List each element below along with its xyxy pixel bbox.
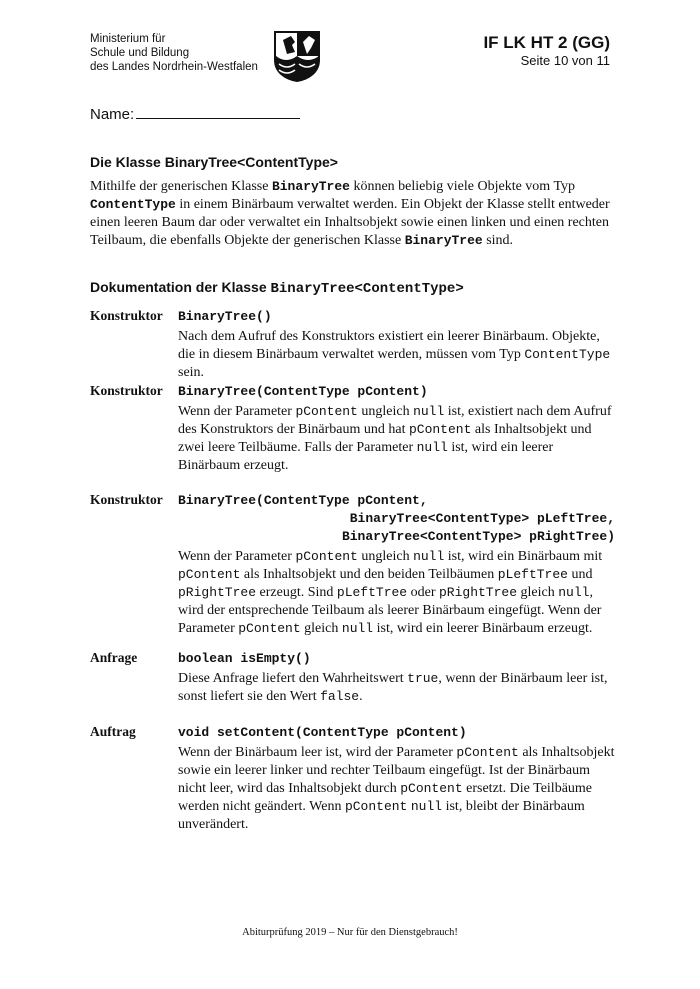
code: null — [558, 585, 590, 600]
entry-description — [178, 403, 615, 475]
doc-entry-constructor-content — [90, 383, 615, 475]
text: erzeugt. Sind — [256, 585, 337, 600]
entry-description — [178, 548, 615, 638]
exam-code: IF LK HT 2 (GG) — [483, 33, 610, 52]
text: ist, wird ein Binärbaum mit — [444, 549, 603, 564]
title-code: BinaryTree<ContentType> — [270, 281, 464, 297]
text: Wenn der Parameter — [178, 549, 296, 564]
ministry-line: des Landes Nordrhein-Westfalen — [90, 61, 258, 73]
signature-line: BinaryTree<ContentType> pLeftTree, — [349, 511, 615, 526]
entry-kind: Auftrag — [90, 724, 136, 739]
text: als Inhaltsobjekt und zwei leere Teilbäume. Falls der Parameter — [178, 422, 592, 455]
code: pContent — [238, 621, 301, 636]
code: null — [410, 799, 443, 814]
code: pContent — [178, 567, 241, 582]
intro-paragraph — [90, 178, 615, 250]
text: als Inhaltsobjekt und den beiden Teilbäumen — [240, 567, 498, 582]
code: pContent — [295, 549, 358, 564]
code: pRightTree — [178, 585, 257, 600]
code: BinaryTree — [404, 233, 483, 248]
text: Diese Anfrage liefert den Wahrheitswert — [178, 671, 408, 686]
text: können beliebig viele Objekte vom Typ — [349, 179, 576, 194]
entry-kind: Konstruktor — [90, 492, 163, 507]
entry-signature: BinaryTree() — [178, 309, 272, 324]
text: ungleich — [357, 549, 414, 564]
doc-entry-command-setcontent — [90, 724, 615, 834]
text: ist, existiert nach dem Aufruf des Konstruktors der Binärbaum und hat — [178, 404, 612, 437]
entry-signature: BinaryTree(ContentType pContent) — [178, 384, 428, 399]
text: oder — [407, 585, 439, 600]
code: false — [320, 689, 360, 704]
entry-description — [178, 328, 615, 382]
text: ist, wird ein leerer Binärbaum erzeugt. — [178, 440, 554, 473]
code: null — [413, 549, 445, 564]
ministry-line: Ministerium für — [90, 33, 166, 45]
code: pContent — [400, 781, 463, 796]
text: als Inhaltsobjekt sowie ein leerer linker und rechter Teilbaum eingefügt. Ist der Binärbaum nicht leer, wird das Inhaltsobjekt durch — [178, 745, 615, 796]
code: pLeftTree — [497, 567, 568, 582]
doc-entry-constructor-full — [90, 492, 615, 638]
text: , wenn der Binärbaum leer ist, sonst liefert sie den Wert — [178, 671, 608, 704]
name-label: Name: — [90, 106, 135, 123]
doc-entry-query-isempty — [90, 650, 615, 706]
code: null — [413, 404, 445, 419]
name-field — [90, 104, 300, 123]
text: in einem Binärbaum verwaltet werden. Ein Objekt der Klasse stellt entweder einen leeren Baum dar oder verwaltet ein Inhaltsobjekt sowie einen linken und einen rechten Teilbaum, die ebenfalls Objekte der generischen Klasse — [90, 197, 610, 248]
entry-signature: boolean isEmpty() — [178, 651, 311, 666]
title-prefix: Die Klasse — [90, 154, 165, 170]
entry-signature — [178, 492, 615, 546]
entry-description — [178, 670, 615, 706]
code: pContent — [456, 745, 519, 760]
signature-line: BinaryTree<ContentType> pRightTree) — [341, 529, 615, 544]
code: ContentType — [90, 197, 176, 212]
code: null — [341, 621, 374, 636]
text: ist, wird ein leerer Binärbaum erzeugt. — [373, 621, 593, 636]
code: pRightTree — [439, 585, 518, 600]
text: gleich — [300, 621, 342, 636]
doc-entry-constructor-empty — [90, 308, 615, 382]
code: pContent — [295, 404, 358, 419]
text: , wird der entsprechende Teilbaum als leerer Binärbaum eingefügt. Wenn der Parameter — [178, 585, 602, 636]
code: pContent — [408, 422, 472, 437]
text: . — [359, 689, 363, 704]
text: gleich — [517, 585, 559, 600]
code: true — [407, 671, 439, 686]
code: pContent — [344, 799, 408, 814]
ministry-name — [90, 32, 258, 74]
code: ContentType — [524, 347, 611, 362]
entry-kind: Konstruktor — [90, 308, 163, 323]
text: Wenn der Binärbaum leer ist, wird der Parameter — [178, 745, 457, 760]
entry-description — [178, 744, 615, 834]
code: null — [416, 440, 448, 455]
text: ersetzt. Die Teilbäume werden nicht geändert. Wenn — [178, 781, 593, 814]
text: Nach dem Aufruf des Konstruktors existiert ein leerer Binärbaum. Objekte, die in diesem Binärbaum verwaltet werden, müssen vom Typ — [178, 329, 600, 362]
text: ungleich — [357, 404, 414, 419]
text: Wenn der Parameter — [178, 404, 296, 419]
title-prefix: Dokumentation der Klasse — [90, 279, 271, 295]
ministry-line: Schule und Bildung — [90, 47, 190, 59]
text: Mithilfe der generischen Klasse — [90, 179, 272, 194]
section-title-class — [90, 154, 338, 170]
code: pLeftTree — [336, 585, 408, 600]
entry-signature: void setContent(ContentType pContent) — [178, 725, 467, 740]
title-code: BinaryTree<ContentType> — [164, 154, 338, 170]
header-right — [483, 33, 610, 68]
text: sind. — [482, 233, 514, 248]
entry-kind: Anfrage — [90, 650, 138, 665]
section-title-documentation — [90, 279, 464, 297]
name-blank-line — [136, 104, 300, 119]
code: BinaryTree — [271, 179, 350, 194]
page-info: Seite 10 von 11 — [520, 53, 610, 68]
text: und — [567, 567, 593, 582]
text: ist, bleibt der Binärbaum unverändert. — [178, 799, 585, 832]
entry-kind: Konstruktor — [90, 383, 163, 398]
nrw-crest-icon — [273, 30, 321, 82]
page-footer: Abiturprüfung 2019 – Nur für den Dienstgebrauch! — [242, 927, 458, 938]
signature-line: BinaryTree(ContentType pContent, — [178, 493, 428, 508]
text: sein. — [178, 365, 205, 380]
